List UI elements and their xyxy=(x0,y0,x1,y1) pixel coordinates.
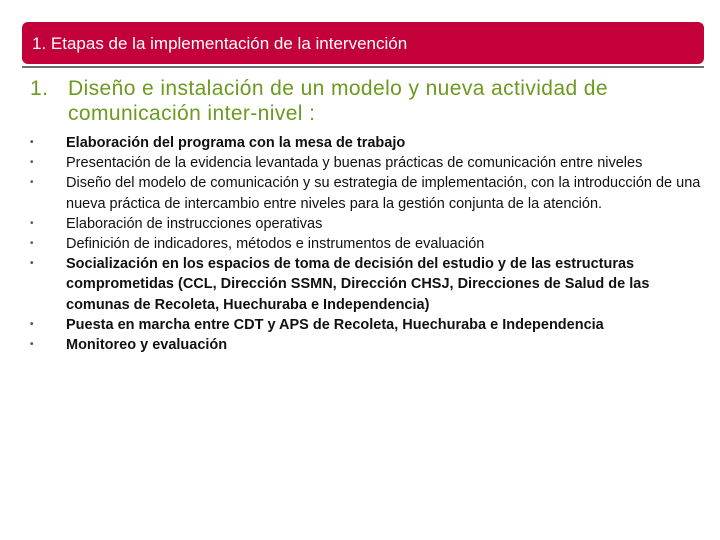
bullet-marker: • xyxy=(30,258,34,270)
bullet-item xyxy=(30,133,702,153)
bullet-text: Definición de indicadores, métodos e instrumentos de evaluación xyxy=(66,236,485,253)
bullet-marker: • xyxy=(30,238,34,250)
bullet-list xyxy=(30,133,702,355)
bullet-item xyxy=(30,254,702,315)
bullet-marker: • xyxy=(30,157,34,169)
bullet-marker: • xyxy=(30,217,34,229)
bullet-marker: • xyxy=(30,137,34,148)
bullet-item xyxy=(30,214,702,234)
slide-title: 1. Etapas de la implementación de la intervención xyxy=(32,33,408,53)
bullet-item xyxy=(30,335,702,355)
bullet-text: Presentación de la evidencia levantada y buenas prácticas de comunicación entre niveles xyxy=(66,155,643,172)
bullet-item xyxy=(30,153,702,173)
bullet-text: Diseño del modelo de comunicación y su estrategia de implementación, con la introducción de una nueva práctica de intercambio entre niveles para la gestión conjunta de la atención. xyxy=(66,175,701,212)
title-bar xyxy=(22,22,704,64)
bullet-text: Elaboración de instrucciones operativas xyxy=(66,215,323,232)
bullet-text: Socialización en los espacios de toma de decisión del estudio y de las estructuras comprometidas (CCL, Dirección SSMN, Dirección CHSJ, Direcciones de Salud de las comunas de Recoleta, Huechuraba e Independencia) xyxy=(66,256,650,313)
bullet-marker: • xyxy=(30,318,34,330)
section-heading xyxy=(30,76,700,126)
bullet-item xyxy=(30,173,702,213)
bullet-item xyxy=(30,234,702,254)
bullet-text: Monitoreo y evaluación xyxy=(66,337,228,354)
bullet-text: Elaboración del programa con la mesa de trabajo xyxy=(66,135,406,151)
bullet-marker: • xyxy=(30,177,34,189)
bullet-text: Puesta en marcha entre CDT y APS de Recoleta, Huechuraba e Independencia xyxy=(66,316,604,333)
bullet-marker: • xyxy=(30,339,34,351)
bullet-item xyxy=(30,315,702,335)
section-heading-text: Diseño e instalación de un modelo y nueva actividad de comunicación inter-nivel : xyxy=(68,77,608,125)
title-divider xyxy=(22,66,704,68)
section-heading-number: 1. xyxy=(30,77,49,100)
